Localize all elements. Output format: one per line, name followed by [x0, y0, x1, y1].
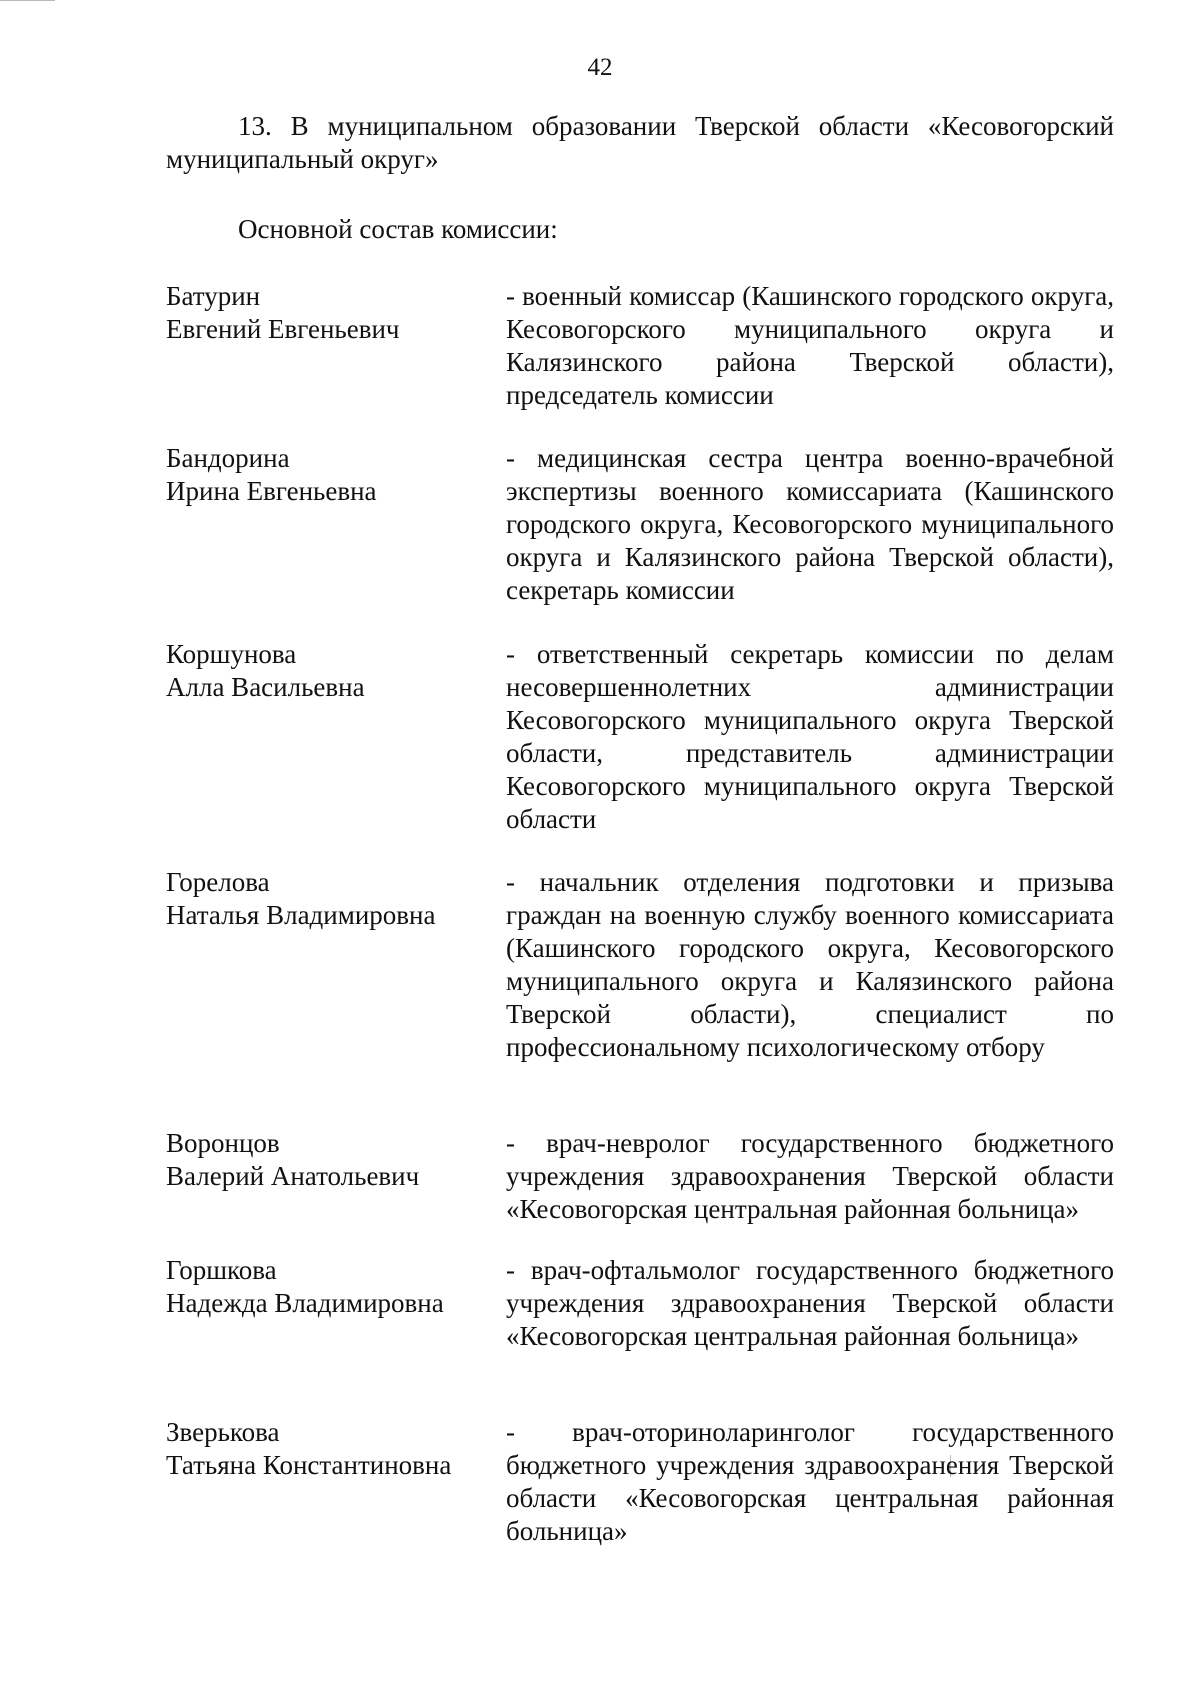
member-entry: [166, 866, 1114, 1064]
member-given-names: Евгений Евгеньевич: [166, 314, 400, 344]
member-role: - медицинская сестра центра военно-врачебной экспертизы военного комиссариата (Кашинского городского округа, Кесовогорского муниципального округа и Калязинского района Тверской области), секретарь комиссии: [506, 443, 1114, 605]
member-surname: Бандорина: [166, 443, 290, 473]
member-entry: [166, 638, 1114, 836]
member-surname: Горелова: [166, 867, 270, 897]
scan-edge-line: [0, 0, 55, 1]
member-name: [166, 1254, 506, 1353]
member-role: - врач-офтальмолог государственного бюджетного учреждения здравоохранения Тверской области «Кесовогорская центральная районная больница»: [506, 1255, 1114, 1351]
member-entry: [166, 1127, 1114, 1226]
member-role: - врач-оториноларинголог государственного бюджетного учреждения здравоохранения Тверской области «Кесовогорская центральная районная больница»: [506, 1417, 1114, 1546]
member-given-names: Алла Васильевна: [166, 672, 365, 702]
member-role: - начальник отделения подготовки и призыва граждан на военную службу военного комиссариата (Кашинского городского округа, Кесовогорского муниципального округа и Калязинского района Тверской области), специалист по профессиональному психологическому отбору: [506, 867, 1114, 1062]
member-surname: Коршунова: [166, 639, 297, 669]
section-heading-line-2: муниципальный округ»: [166, 144, 439, 174]
member-entry: [166, 1254, 1114, 1353]
member-name: [166, 866, 506, 1064]
member-given-names: Валерий Анатольевич: [166, 1161, 420, 1191]
member-name: [166, 442, 506, 607]
section-heading-line-1: 13. В муниципальном образовании Тверской области «Кесовогорский: [238, 111, 1114, 141]
member-name: [166, 280, 506, 412]
member-entry: [166, 280, 1114, 412]
section-heading: [166, 110, 1114, 176]
member-given-names: Наталья Владимировна: [166, 900, 436, 930]
member-entry: [166, 1416, 1114, 1548]
member-surname: Батурин: [166, 281, 261, 311]
member-entry: [166, 442, 1114, 607]
member-surname: Горшкова: [166, 1255, 277, 1285]
page-number: 42: [587, 54, 613, 81]
member-given-names: Татьяна Константиновна: [166, 1450, 452, 1480]
member-given-names: Ирина Евгеньевна: [166, 476, 377, 506]
member-surname: Зверькова: [166, 1417, 280, 1447]
member-surname: Воронцов: [166, 1128, 280, 1158]
member-name: [166, 1416, 506, 1548]
member-role: - врач-невролог государственного бюджетного учреждения здравоохранения Тверской области «Кесовогорская центральная районная больница»: [506, 1128, 1114, 1224]
member-given-names: Надежда Владимировна: [166, 1288, 444, 1318]
commission-subheading: Основной состав комиссии:: [238, 214, 558, 244]
member-name: [166, 1127, 506, 1226]
member-role: - военный комиссар (Кашинского городского округа, Кесовогорского муниципального округа и Калязинского района Тверской области), председатель комиссии: [506, 281, 1114, 410]
member-name: [166, 638, 506, 836]
member-role: - ответственный секретарь комиссии по делам несовершеннолетних администрации Кесовогорского муниципального округа Тверской области, представитель администрации Кесовогорского муниципального округа Тверской области: [506, 639, 1114, 834]
